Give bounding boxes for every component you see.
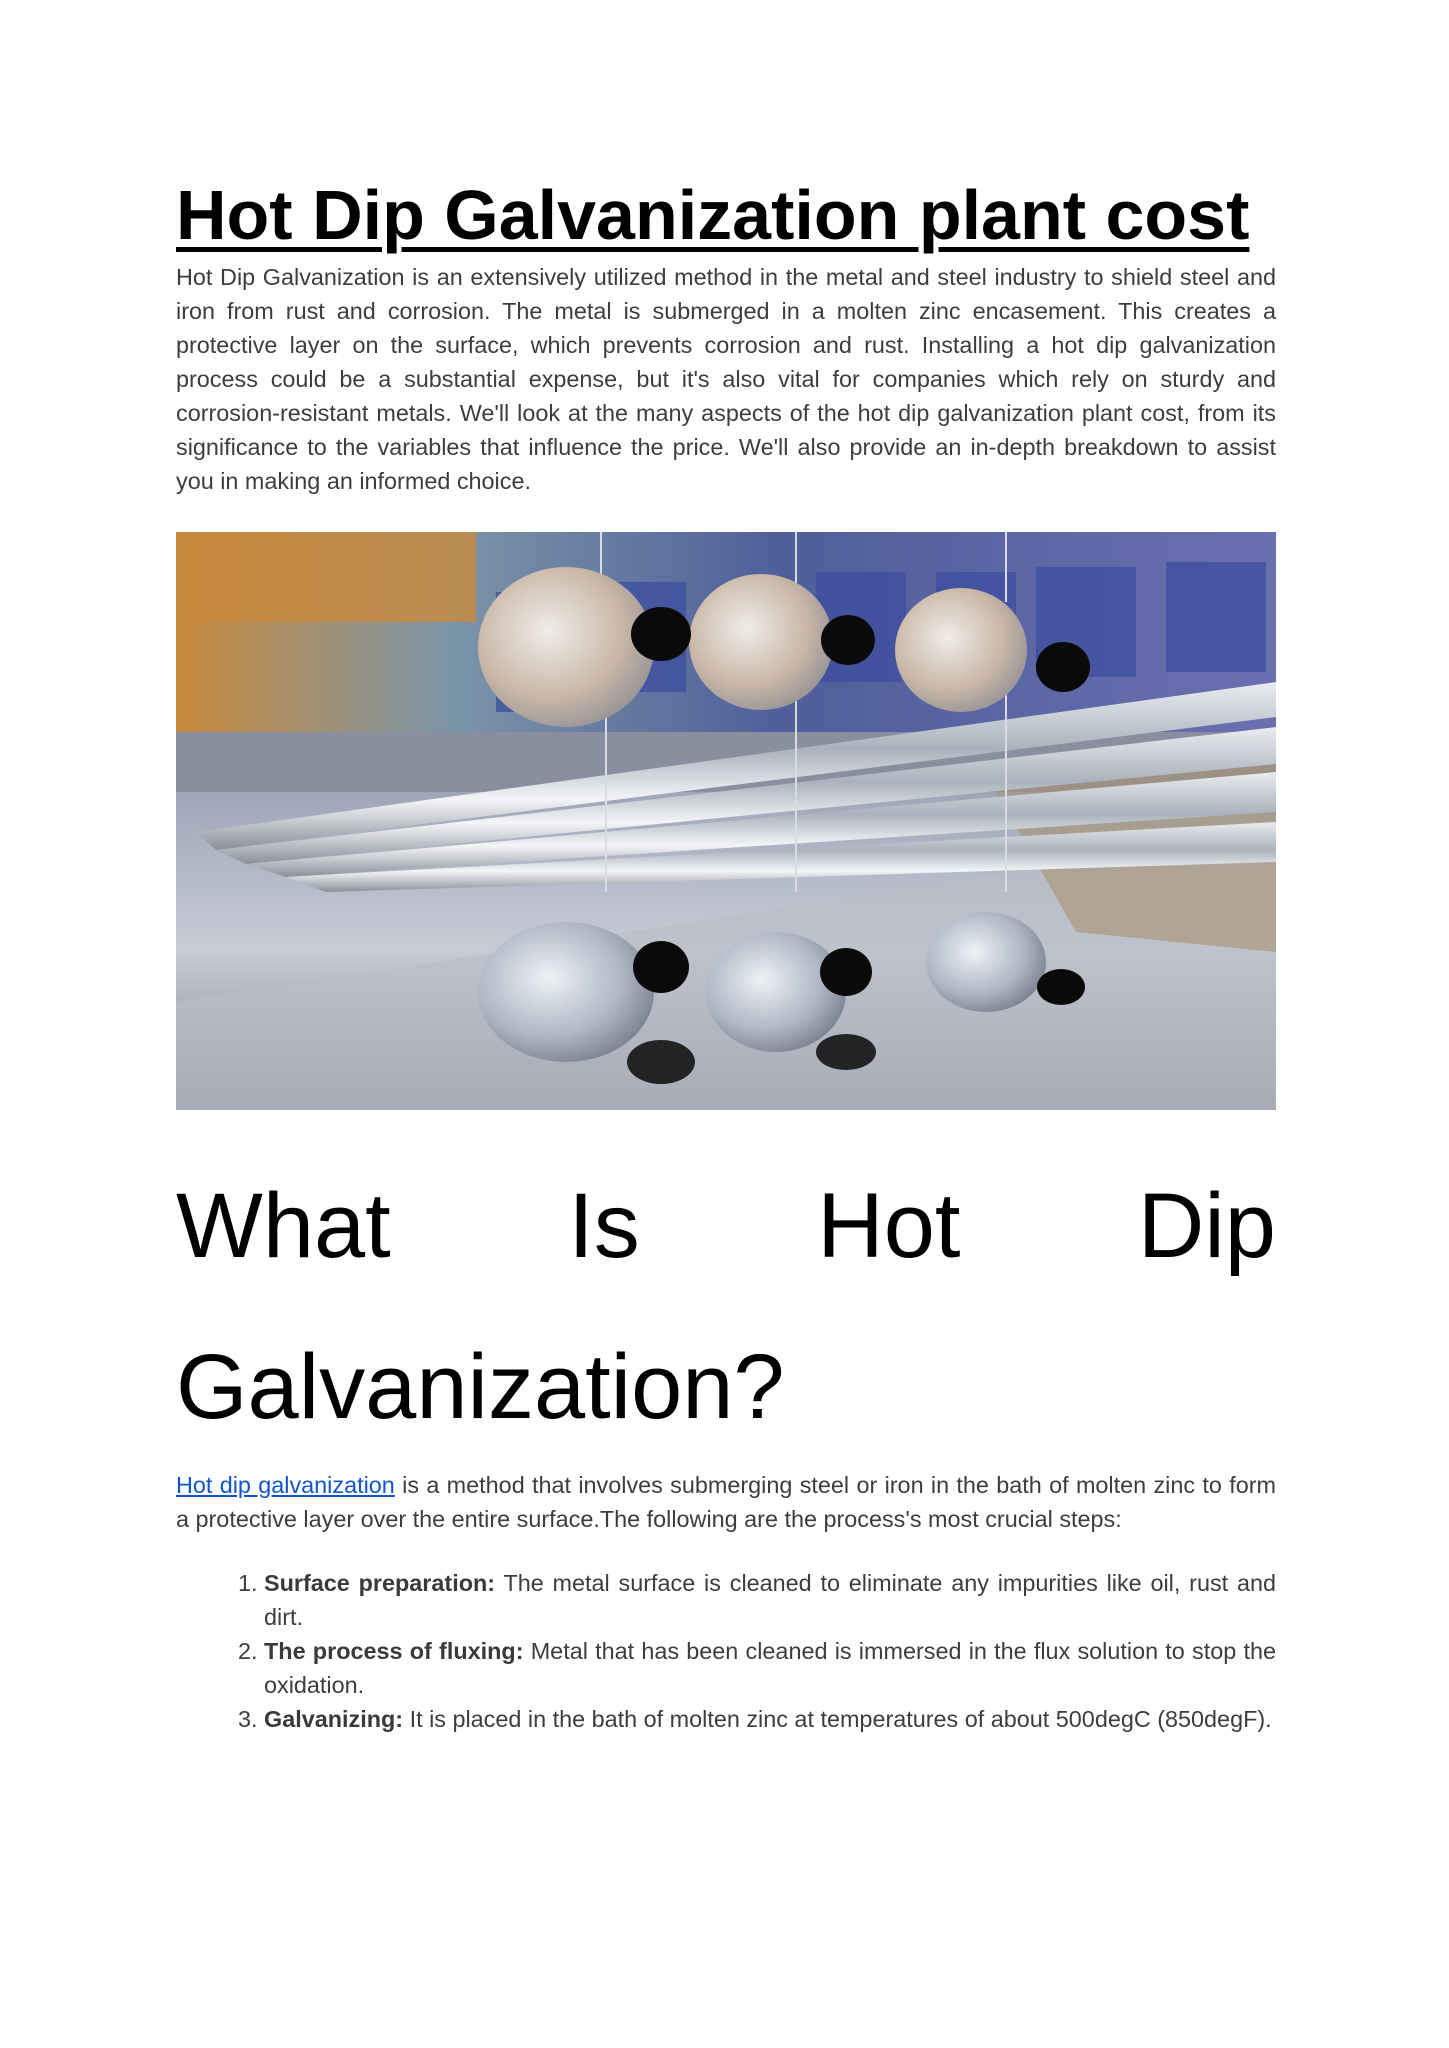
list-item [264,1634,1276,1702]
step-text: It is placed in the bath of molten zinc at temperatures of about 500degC (850degF). [403,1706,1272,1732]
intro-paragraph: Hot Dip Galvanization is an extensively utilized method in the metal and steel industry to shield steel and iron from rust and corrosion. The metal is submerged in a molten zinc encasement. This creates a protective layer on the surface, which prevents corrosion and rust. Installing a hot dip galvanization process could be a substantial expense, but it's also vital for companies which rely on sturdy and corrosion-resistant metals. We'll look at the many aspects of the hot dip galvanization plant cost, from its significance to the variables that influence the price. We'll also provide an in-depth breakdown to assist you in making an informed choice. [176,264,1276,494]
heading-word: Hot [817,1175,961,1277]
section-heading [176,1146,1276,1468]
hot-dip-galvanization-link[interactable]: Hot dip galvanization [176,1472,395,1498]
step-label: The process of fluxing: [264,1638,524,1664]
galvanized-pipes-photo [176,532,1276,1110]
heading-word: Dip [1137,1175,1276,1277]
page-title: Hot Dip Galvanization plant cost [176,176,1250,254]
step-text: The metal surface is cleaned to eliminate any impurities like oil, rust and dirt. [264,1570,1276,1630]
step-label: Surface preparation: [264,1570,496,1596]
definition-text: is a method that involves submerging steel or iron in the bath of molten zinc to form a protective layer over the entire surface.The following are the process's most crucial steps: [176,1472,1276,1532]
section-heading-line1 [176,1146,1276,1307]
step-label: Galvanizing: [264,1706,404,1732]
definition-paragraph [176,1468,1276,1536]
list-item [264,1702,1276,1736]
step-text: Metal that has been cleaned is immersed in the flux solution to stop the oxidation. [264,1638,1276,1698]
heading-word: What [176,1175,391,1277]
section-heading-line2: Galvanization? [176,1336,785,1438]
document-page [176,170,1276,1736]
list-item [264,1566,1276,1634]
process-steps-list [176,1566,1276,1736]
heading-word: Is [568,1175,640,1277]
